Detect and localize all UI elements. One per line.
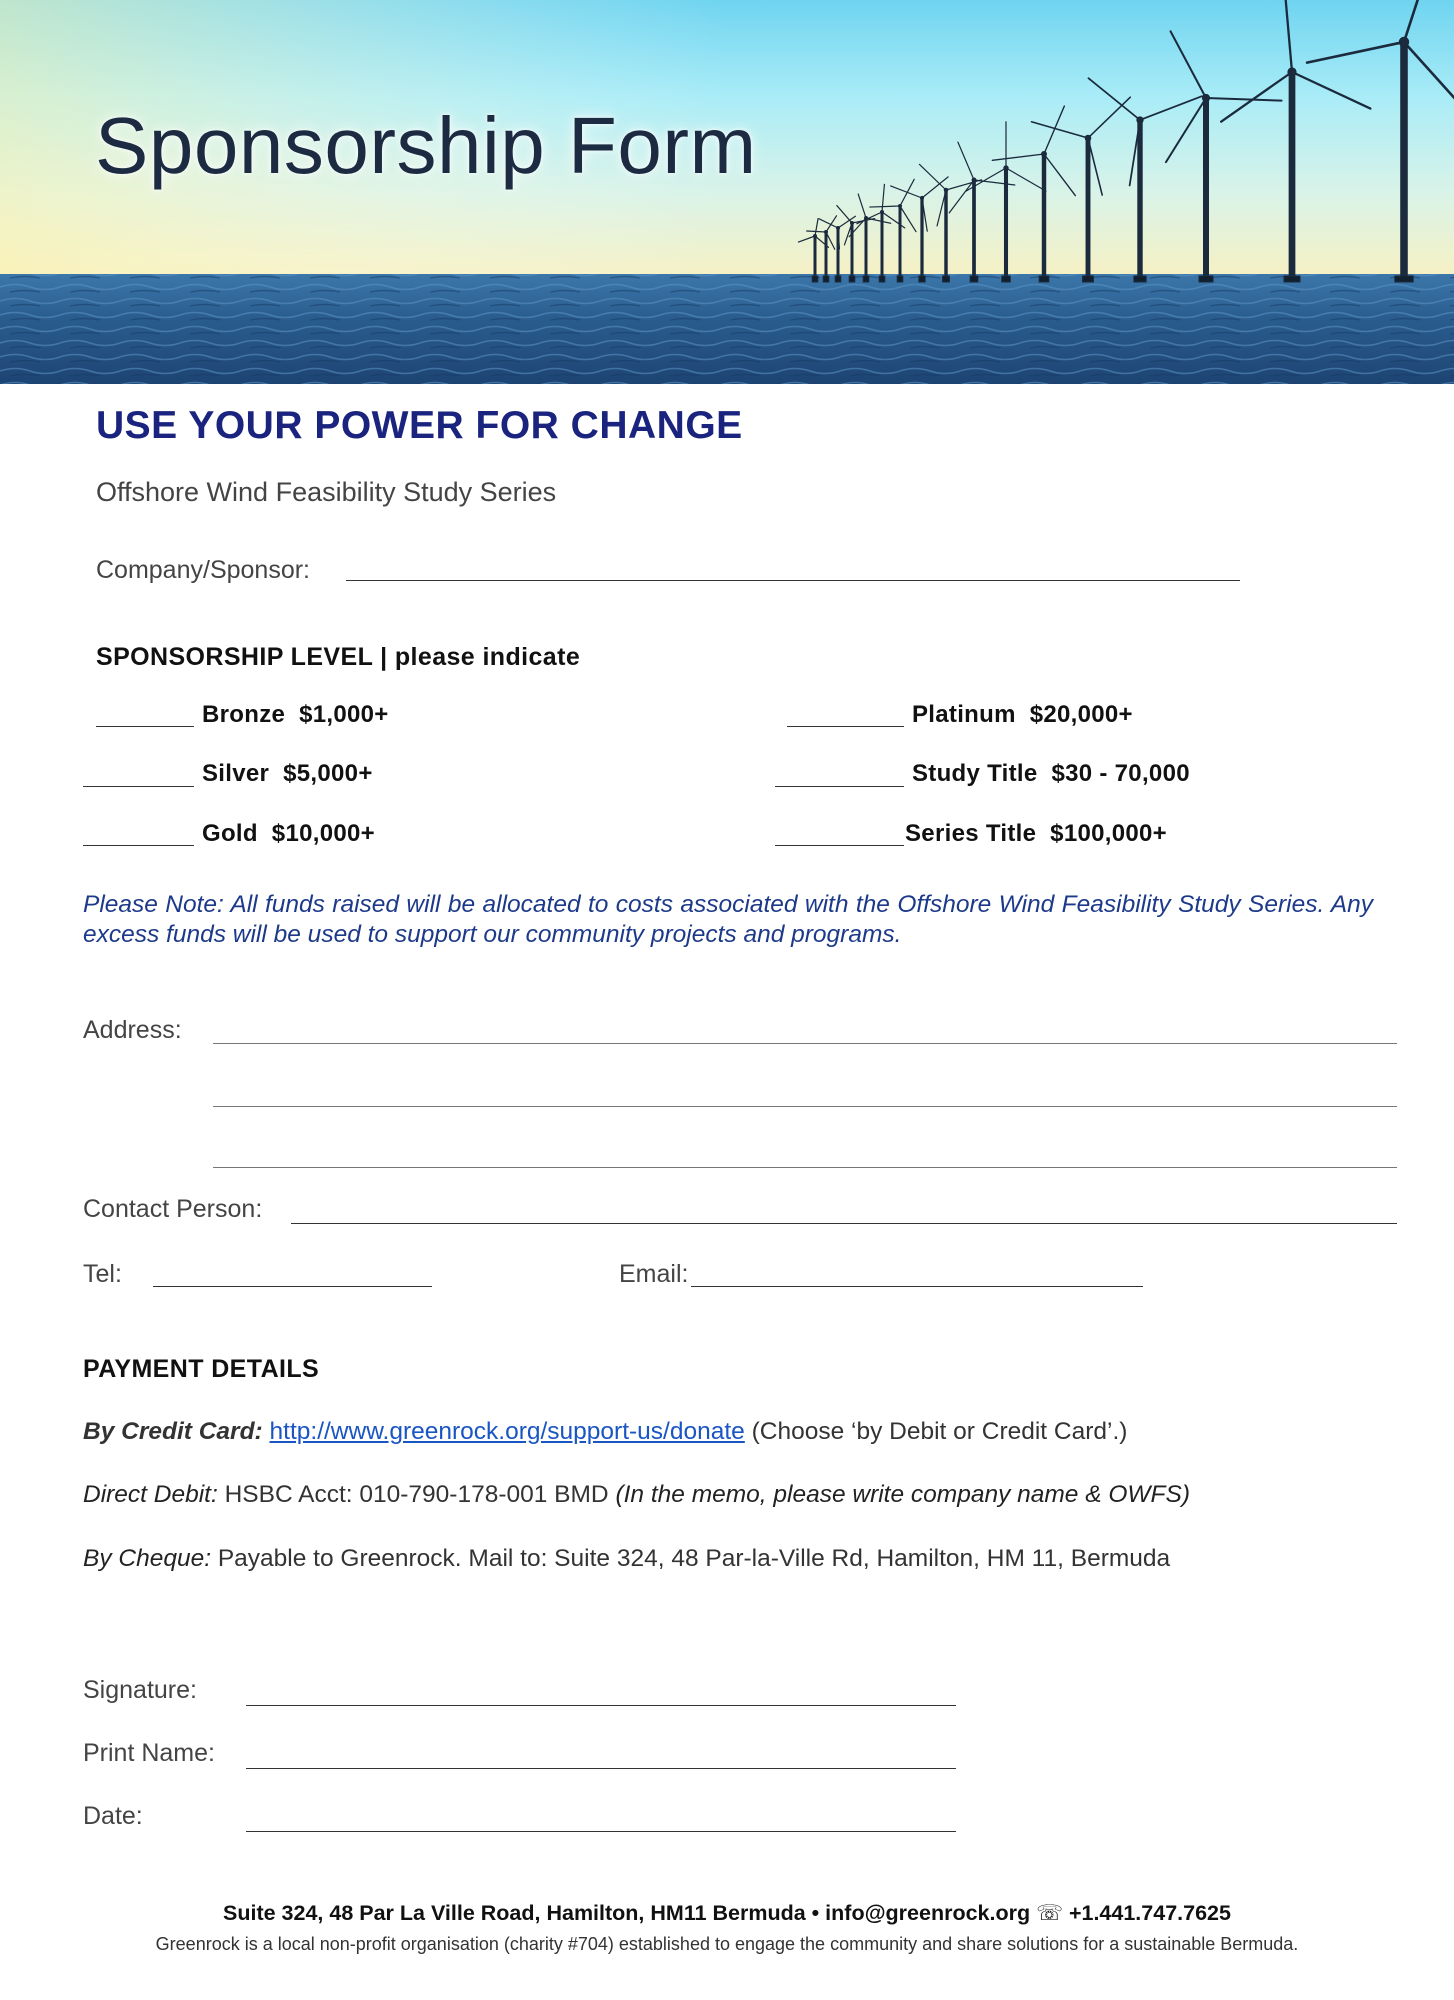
turbine-hub xyxy=(1042,152,1047,157)
payment-heading: PAYMENT DETAILS xyxy=(83,1355,320,1383)
direct-debit-memo: (In the memo, please write company name & OWFS) xyxy=(615,1481,1191,1508)
turbine-base xyxy=(1199,276,1213,282)
turbine-hub xyxy=(920,196,923,199)
credit-card-note: (Choose ‘by Debit or Credit Card’.) xyxy=(744,1418,1128,1445)
headline: USE YOUR POWER FOR CHANGE xyxy=(96,404,743,447)
address-label: Address: xyxy=(83,1016,182,1044)
turbine-hub xyxy=(1085,135,1091,141)
print-name-label: Print Name: xyxy=(83,1739,215,1767)
turbine-tower xyxy=(1004,168,1007,278)
credit-card-label: By Credit Card: xyxy=(83,1418,263,1445)
signature-field[interactable] xyxy=(246,1705,956,1706)
subtitle: Offshore Wind Feasibility Study Series xyxy=(96,477,557,507)
turbine-tower xyxy=(1401,42,1408,278)
turbine-tower xyxy=(881,212,883,278)
turbine-tower xyxy=(1138,120,1142,278)
platinum-label: Platinum $20,000+ xyxy=(912,701,1133,728)
turbine-hub xyxy=(851,222,854,225)
turbine-base xyxy=(835,276,841,282)
wind-farm-image xyxy=(0,0,1454,384)
series-title-blank[interactable] xyxy=(775,845,904,846)
turbine-base xyxy=(812,276,818,282)
turbine-hub xyxy=(825,231,828,234)
turbine-base xyxy=(1083,276,1094,282)
bronze-blank[interactable] xyxy=(96,726,194,727)
print-name-field[interactable] xyxy=(246,1768,956,1769)
turbine-tower xyxy=(921,198,923,278)
direct-debit-line xyxy=(83,1481,1190,1509)
company-label: Company/Sponsor: xyxy=(96,556,311,584)
turbine-tower xyxy=(1086,138,1090,278)
turbine-hub xyxy=(814,235,817,238)
turbine-hub xyxy=(1288,68,1296,76)
email-field[interactable] xyxy=(691,1286,1143,1287)
address-line-3[interactable] xyxy=(213,1167,1397,1168)
study-title-label: Study Title $30 - 70,000 xyxy=(912,760,1190,787)
address-line-2[interactable] xyxy=(213,1106,1397,1107)
turbine-hub xyxy=(1137,117,1143,123)
turbine-hub xyxy=(881,211,884,214)
tel-field[interactable] xyxy=(153,1286,432,1287)
turbine-tower xyxy=(851,223,853,278)
gold-label: Gold $10,000+ xyxy=(202,820,375,847)
silver-label: Silver $5,000+ xyxy=(202,760,373,787)
contact-person-field[interactable] xyxy=(291,1223,1397,1224)
date-label: Date: xyxy=(83,1802,143,1830)
turbine-tower xyxy=(1289,72,1295,278)
turbine-base xyxy=(919,276,925,282)
series-title-label: Series Title $100,000+ xyxy=(905,820,1167,847)
turbine-base xyxy=(823,276,829,282)
form-title: Sponsorship Form xyxy=(95,101,757,190)
turbine-base xyxy=(879,276,885,282)
tel-label: Tel: xyxy=(83,1260,122,1288)
credit-card-line xyxy=(83,1418,1127,1446)
cheque-label: By Cheque: xyxy=(83,1545,212,1572)
donate-link[interactable]: http://www.greenrock.org/support-us/donate xyxy=(269,1418,745,1445)
turbine-tower xyxy=(825,232,827,278)
turbine-tower xyxy=(814,236,816,278)
turbine-hub xyxy=(899,205,902,208)
turbine-base xyxy=(1395,276,1413,282)
turbine-tower xyxy=(1042,154,1045,278)
turbine-tower xyxy=(945,190,947,278)
turbine-hub xyxy=(837,227,840,230)
bronze-label: Bronze $1,000+ xyxy=(202,701,389,728)
funds-note: Please Note: All funds raised will be allocated to costs associated with the Offshore Wind Feasibility Study Series. Any excess funds will be used to support our community projects and programs. xyxy=(83,891,1373,948)
header-banner xyxy=(0,0,1454,384)
turbine-hub xyxy=(972,178,976,182)
turbine-base xyxy=(897,276,903,282)
footer-tagline: Greenrock is a local non-profit organisation (charity #704) established to engage the community and share solutions for a sustainable Bermuda. xyxy=(155,1934,1299,1954)
signature-label: Signature: xyxy=(83,1676,197,1704)
turbine-base xyxy=(1039,276,1049,282)
footer-address: Suite 324, 48 Par La Ville Road, Hamilton, HM11 Bermuda • info@greenrock.org ☏ +1.441.747.7625 xyxy=(223,1901,1231,1925)
turbine-hub xyxy=(1399,37,1408,46)
cheque-details: Payable to Greenrock. Mail to: Suite 324, 48 Par-la-Ville Rd, Hamilton, HM 11, Bermuda xyxy=(211,1545,1171,1572)
turbine-base xyxy=(970,276,978,282)
date-field[interactable] xyxy=(246,1831,956,1832)
direct-debit-account: HSBC Acct: 010-790-178-001 BMD xyxy=(217,1481,616,1508)
platinum-blank[interactable] xyxy=(787,726,904,727)
email-label: Email: xyxy=(619,1260,689,1288)
turbine-hub xyxy=(1004,166,1008,170)
turbine-base xyxy=(863,276,869,282)
company-field[interactable] xyxy=(346,580,1240,581)
turbine-tower xyxy=(865,218,867,278)
turbine-tower xyxy=(973,180,976,278)
turbine-hub xyxy=(944,188,948,192)
turbine-tower xyxy=(1204,98,1209,278)
silver-blank[interactable] xyxy=(83,786,194,787)
address-line-1[interactable] xyxy=(213,1043,1397,1044)
turbine-tower xyxy=(899,206,901,278)
study-title-blank[interactable] xyxy=(775,786,904,787)
turbine-base xyxy=(849,276,855,282)
cheque-line xyxy=(83,1545,1170,1573)
sponsorship-heading: SPONSORSHIP LEVEL | please indicate xyxy=(96,643,581,671)
turbine-base xyxy=(1002,276,1011,282)
turbine-hub xyxy=(1202,94,1209,101)
direct-debit-label: Direct Debit: xyxy=(83,1481,218,1508)
turbine-base xyxy=(1284,276,1300,282)
turbine-base xyxy=(1134,276,1146,282)
turbine-base xyxy=(943,276,950,282)
contact-person-label: Contact Person: xyxy=(83,1195,263,1223)
gold-blank[interactable] xyxy=(83,845,194,846)
